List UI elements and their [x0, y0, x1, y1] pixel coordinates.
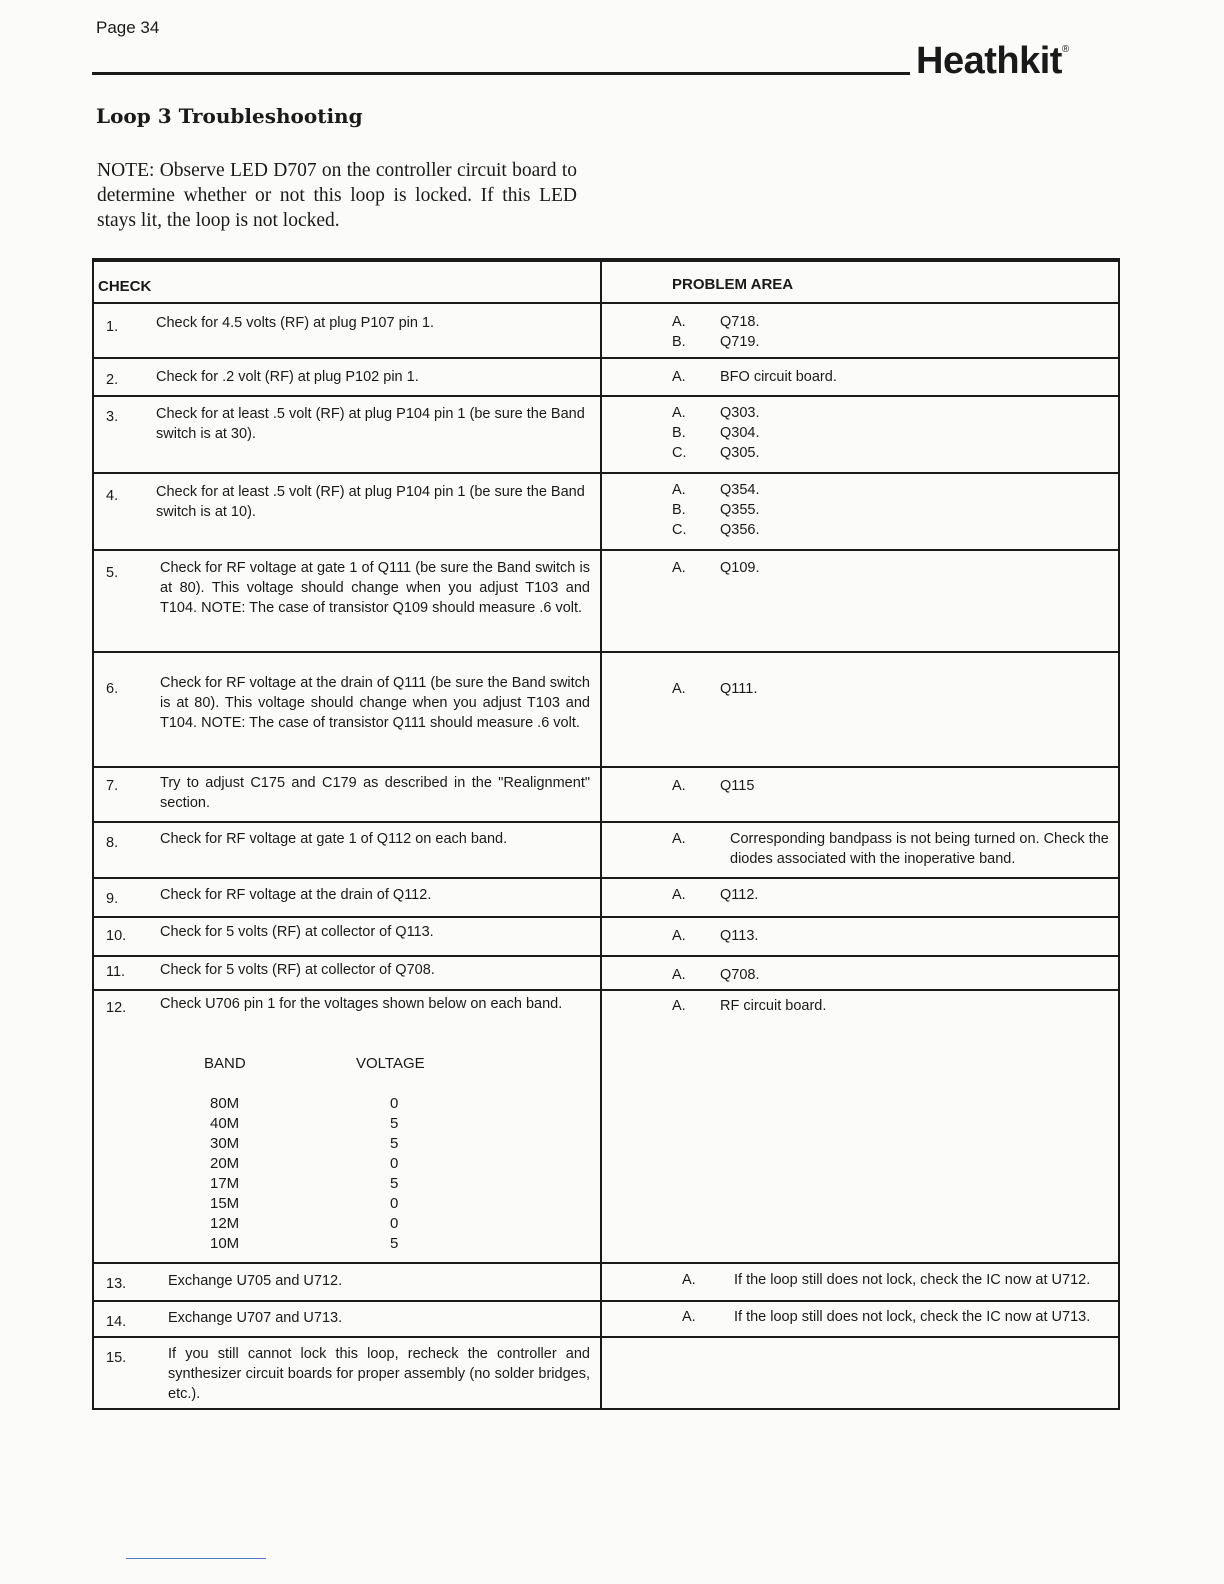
problem-item [672, 996, 826, 1016]
problem-text: If the loop still does not lock, check the IC now at U713. [734, 1309, 1091, 1325]
band-row [210, 1195, 399, 1212]
check-text: Check for at least .5 volt (RF) at plug P104 pin 1 (be sure the Band switch is at 30). [156, 406, 585, 442]
problem-letter: A. [672, 681, 686, 697]
problem-letter: B. [672, 425, 686, 441]
table-row [94, 395, 1118, 472]
problem-letter: A. [672, 831, 686, 847]
table-header-row [94, 260, 1118, 302]
brand-mark: ® [1061, 44, 1069, 55]
band-value: 15M [210, 1195, 240, 1212]
check-text: Check for RF voltage at the drain of Q112. [160, 887, 432, 903]
problem-item [672, 776, 754, 796]
table-row [94, 1262, 1118, 1300]
problem-letter: A. [682, 1309, 696, 1325]
band-row [210, 1155, 399, 1172]
band-header: BAND [204, 1055, 246, 1072]
problem-text: Q112. [720, 887, 759, 903]
check-text: Check for RF voltage at gate 1 of Q112 on each band. [160, 831, 508, 847]
problem-text: Q109. [720, 560, 760, 576]
row-number: 14. [106, 1314, 127, 1330]
problem-text: Q111. [720, 681, 758, 697]
problem-letter: A. [672, 928, 686, 944]
check-text: Check for RF voltage at gate 1 of Q111 (be sure the Band switch is at 80). This voltage should change when you adjust T103 and T104. NOTE: The case of transistor Q109 should measure .6 volt. [160, 560, 590, 616]
problem-text: If the loop still does not lock, check the IC now at U712. [734, 1272, 1091, 1288]
problem-letter: C. [672, 522, 687, 538]
check-text: Check for 5 volts (RF) at collector of Q708. [160, 962, 435, 978]
row-number: 5. [106, 565, 119, 581]
row-number: 12. [106, 1000, 127, 1016]
problem-text: Q303. [720, 405, 760, 421]
header-check: CHECK [98, 278, 152, 295]
band-value: 17M [210, 1175, 240, 1192]
voltage-value: 5 [390, 1175, 399, 1192]
row-number: 8. [106, 835, 119, 851]
row-number: 4. [106, 488, 119, 504]
problem-text: RF circuit board. [720, 998, 827, 1014]
troubleshooting-table [92, 258, 1120, 1410]
footer-mark [126, 1558, 266, 1559]
problem-item [672, 520, 760, 540]
row-number: 2. [106, 372, 119, 388]
problem-text: Q719. [720, 334, 760, 350]
band-row [210, 1175, 399, 1192]
problem-letter: A. [682, 1272, 696, 1288]
band-value: 30M [210, 1135, 240, 1152]
table-row [94, 955, 1118, 989]
check-text: If you still cannot lock this loop, recheck the controller and synthesizer circuit boards for proper assembly (no solder bridges, etc.). [168, 1346, 590, 1402]
page-number: Page 34 [96, 18, 160, 37]
problem-text: Q356. [720, 522, 760, 538]
row-number: 3. [106, 409, 119, 425]
problem-item [672, 679, 757, 699]
check-text: Check for 5 volts (RF) at collector of Q113. [160, 924, 434, 940]
problem-item [672, 558, 760, 578]
problem-text: Q304. [720, 425, 760, 441]
check-text: Check for at least .5 volt (RF) at plug P104 pin 1 (be sure the Band switch is at 10). [156, 484, 585, 520]
band-value: 20M [210, 1155, 240, 1172]
table-row [94, 766, 1118, 821]
table-row [94, 651, 1118, 766]
row-number: 13. [106, 1276, 127, 1292]
voltage-header: VOLTAGE [356, 1055, 425, 1072]
table-row [94, 1300, 1118, 1336]
problem-letter: B. [672, 502, 686, 518]
table-row [94, 821, 1118, 877]
problem-text: Q708. [720, 967, 760, 983]
row-number: 6. [106, 681, 119, 697]
problem-letter: A. [672, 967, 686, 983]
problem-letter: A. [672, 887, 686, 903]
problem-text: Q354. [720, 482, 760, 498]
band-row [210, 1235, 399, 1252]
band-value: 40M [210, 1115, 240, 1132]
header-problem-area: PROBLEM AREA [672, 276, 794, 293]
problem-item [672, 367, 837, 387]
row-number: 1. [106, 319, 119, 335]
band-row [210, 1135, 399, 1152]
problem-text: Q305. [720, 445, 760, 461]
voltage-value: 0 [390, 1095, 399, 1112]
problem-text: Corresponding bandpass is not being turned on. Check the diodes associated with the inoperative band. [730, 831, 1109, 867]
band-value: 10M [210, 1235, 240, 1252]
row-number: 7. [106, 778, 119, 794]
problem-item [672, 885, 758, 905]
band-value: 80M [210, 1095, 240, 1112]
problem-item [672, 443, 760, 463]
voltage-value: 0 [390, 1155, 399, 1172]
check-text: Check U706 pin 1 for the voltages shown below on each band. [160, 996, 563, 1012]
problem-item [672, 500, 760, 520]
problem-item [672, 926, 758, 946]
problem-letter: B. [672, 334, 686, 350]
band-value: 12M [210, 1215, 240, 1232]
problem-item [672, 965, 760, 985]
table-row [94, 357, 1118, 395]
problem-item [672, 480, 760, 500]
table-row [94, 549, 1118, 651]
problem-letter: A. [672, 778, 686, 794]
problem-letter: A. [672, 369, 686, 385]
problem-letter: A. [672, 482, 686, 498]
band-row [210, 1115, 399, 1132]
check-text: Try to adjust C175 and C179 as described in the "Realignment" section. [160, 775, 590, 811]
table-row [94, 916, 1118, 955]
table-row [94, 877, 1118, 916]
voltage-value: 0 [390, 1215, 399, 1232]
problem-text: BFO circuit board. [720, 369, 837, 385]
table-row [94, 1336, 1118, 1410]
voltage-value: 5 [390, 1115, 399, 1132]
voltage-value: 0 [390, 1195, 399, 1212]
problem-letter: C. [672, 445, 687, 461]
row-number: 11. [106, 964, 126, 980]
table-row [94, 989, 1118, 1262]
problem-text: Q113. [720, 928, 759, 944]
voltage-value: 5 [390, 1235, 399, 1252]
check-text: Exchange U705 and U712. [168, 1273, 343, 1289]
brand-name: Heathkit [916, 40, 1062, 82]
problem-text: Q718. [720, 314, 760, 330]
problem-letter: A. [672, 998, 686, 1014]
table-row [94, 472, 1118, 549]
row-number: 15. [106, 1350, 127, 1366]
problem-text: Q115 [720, 778, 755, 794]
row-number: 10. [106, 928, 127, 944]
check-text: Check for .2 volt (RF) at plug P102 pin 1. [156, 369, 419, 385]
check-text: Exchange U707 and U713. [168, 1310, 343, 1326]
problem-letter: A. [672, 405, 686, 421]
header-rule [92, 72, 910, 75]
band-row [210, 1215, 399, 1232]
voltage-value: 5 [390, 1135, 399, 1152]
row-number: 9. [106, 891, 119, 907]
problem-item [672, 403, 760, 423]
problem-item [672, 423, 760, 443]
section-title: Loop 3 Troubleshooting [96, 104, 363, 128]
problem-item [672, 312, 760, 332]
band-row [210, 1095, 399, 1112]
table-row [94, 302, 1118, 357]
problem-letter: A. [672, 314, 686, 330]
check-text: Check for 4.5 volts (RF) at plug P107 pin 1. [156, 315, 435, 331]
problem-letter: A. [672, 560, 686, 576]
problem-text: Q355. [720, 502, 760, 518]
problem-item [672, 332, 760, 352]
intro-note: NOTE: Observe LED D707 on the controller circuit board to determine whether or not this loop is locked. If this LED stays lit, the loop is not locked. [97, 160, 577, 231]
check-text: Check for RF voltage at the drain of Q111 (be sure the Band switch is at 80). This voltage should change when you adjust T103 and T104. NOTE: The case of transistor Q111 should measure .6 volt. [160, 675, 590, 731]
brand-logo [916, 40, 1069, 83]
